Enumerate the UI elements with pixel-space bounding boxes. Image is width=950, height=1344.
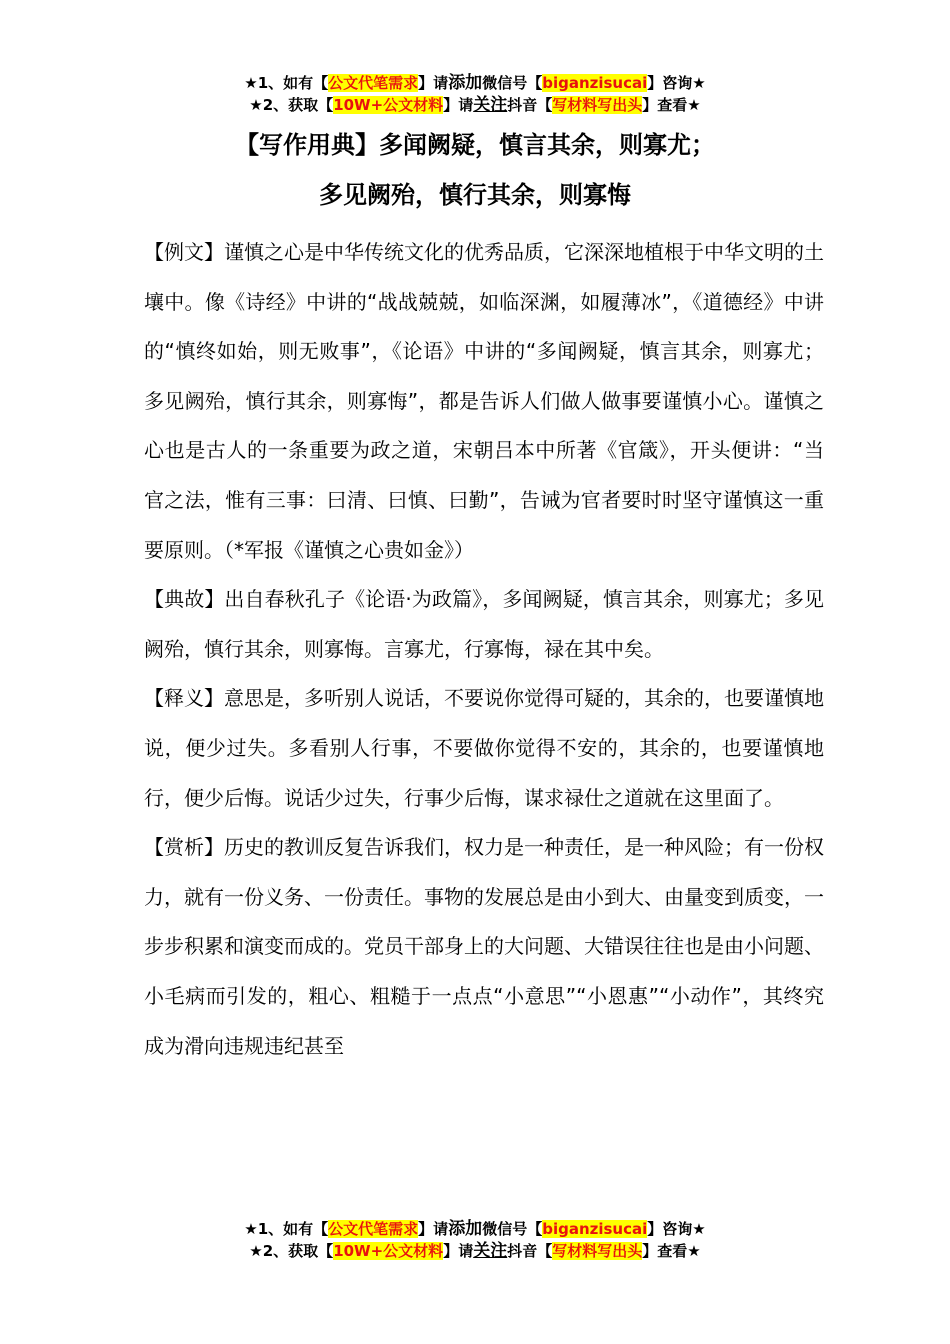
promo-text: 】请	[418, 74, 449, 92]
promo-text: 】请	[418, 1220, 449, 1238]
promo-text: 】请	[443, 96, 474, 114]
promo-line-2	[0, 94, 950, 116]
promo-highlight: 写材料写出头	[552, 96, 643, 114]
promo-text: 】查看★	[642, 96, 701, 114]
document-title-line-1: 【写作用典】多闻阙疑，慎言其余，则寡尤；	[235, 131, 715, 159]
promo-highlight: 10W+公文材料	[333, 1242, 444, 1260]
promo-text: 】咨询★	[647, 1220, 706, 1238]
promo-text: 】咨询★	[647, 74, 706, 92]
paragraph-analysis: 【赏析】历史的教训反复告诉我们，权力是一种责任，是一种风险；有一份权力，就有一份义务、一份责任。事物的发展总是由小到大、由量变到质变，一步步积累和演变而成的。党员干部身上的大问题、大错误往往也是由小问题、小毛病而引发的，粗心、粗糙于一点点“小意思”“小恩惠”“小动作”，其终究成为滑向违规违纪甚至	[144, 835, 824, 1058]
promo-text: 】请	[443, 1242, 474, 1260]
promo-text: 】查看★	[642, 1242, 701, 1260]
paragraph-example: 【例文】谨慎之心是中华传统文化的优秀品质，它深深地植根于中华文明的土壤中。像《诗经》中讲的“战战兢兢，如临深渊，如履薄冰”，《道德经》中讲的“慎终如始，则无败事”，《论语》中讲的“多闻阙疑，慎言其余，则寡尤；多见阙殆，慎行其余，则寡悔”，都是告诉人们做人做事要谨慎小心。谨慎之心也是古人的一条重要为政之道，宋朝吕本中所著《官箴》，开头便讲：“当官之法，惟有三事：曰清、曰慎、曰勤”，告诫为官者要时时坚守谨慎这一重要原则。（*军报《谨慎之心贵如金》）	[144, 240, 824, 562]
promo-text: ★1、如有【	[244, 1220, 329, 1238]
promo-text: 微信号【	[482, 74, 543, 92]
promo-text: 抖音【	[507, 96, 553, 114]
document-title-line-2: 多见阙殆，慎行其余，则寡悔	[319, 181, 631, 209]
promo-line-1	[0, 1218, 950, 1240]
promo-banner-bottom	[0, 1218, 950, 1262]
promo-highlight: 10W+公文材料	[333, 96, 444, 114]
promo-highlight: 写材料写出头	[552, 1242, 643, 1260]
promo-text: ★2、获取【	[249, 1242, 334, 1260]
promo-highlight: biganzisucai	[542, 1220, 648, 1238]
promo-emphasis: 添加	[448, 1219, 483, 1239]
promo-emphasis: 关注	[473, 95, 508, 115]
promo-text: 微信号【	[482, 1220, 543, 1238]
promo-highlight: 公文代笔需求	[328, 1220, 419, 1238]
promo-emphasis: 添加	[448, 73, 483, 93]
promo-text: ★2、获取【	[249, 96, 334, 114]
promo-emphasis: 关注	[473, 1241, 508, 1261]
promo-highlight: 公文代笔需求	[328, 74, 419, 92]
promo-text: 抖音【	[507, 1242, 553, 1260]
paragraph-meaning: 【释义】意思是，多听别人说话，不要说你觉得可疑的，其余的，也要谨慎地说，便少过失。多看别人行事，不要做你觉得不安的，其余的，也要谨慎地行，便少后悔。说话少过失，行事少后悔，谋求禄仕之道就在这里面了。	[144, 686, 824, 810]
promo-highlight: biganzisucai	[542, 74, 648, 92]
promo-line-2	[0, 1240, 950, 1262]
promo-line-1	[0, 72, 950, 94]
paragraph-allusion: 【典故】出自春秋孔子《论语·为政篇》，多闻阙疑，慎言其余，则寡尤；多见阙殆，慎行其余，则寡悔。言寡尤，行寡悔，禄在其中矣。	[144, 587, 824, 661]
article-body	[144, 228, 824, 1071]
promo-banner-top	[0, 72, 950, 116]
promo-text: ★1、如有【	[244, 74, 329, 92]
